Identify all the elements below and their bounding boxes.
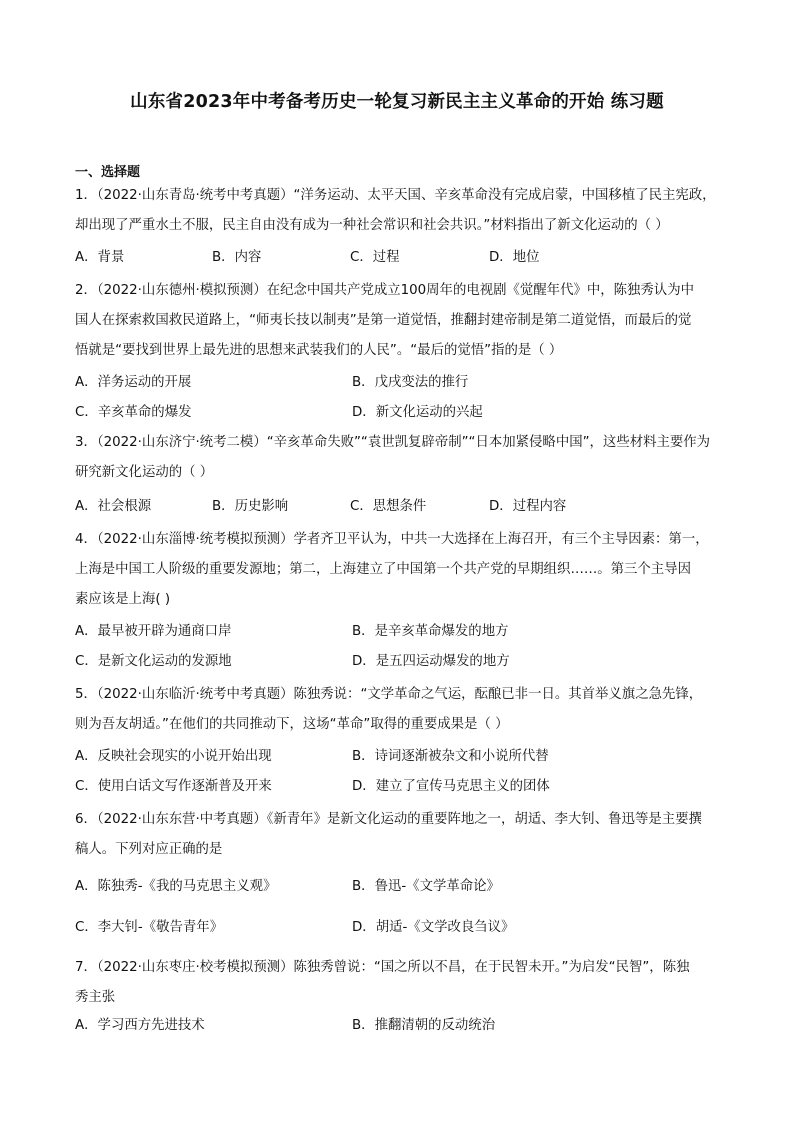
question-1-stem xyxy=(75,181,723,241)
question-line: 5．（2022·山东临沂·统考中考真题）陈独秀说：“文学革命之气运，酝酿已非一日。其首举义旗之急先锋， xyxy=(75,687,703,702)
question-line: 研究新文化运动的（ ） xyxy=(75,465,214,480)
option-a[interactable]: A．洋务运动的开展 xyxy=(75,375,192,390)
question-7-stem xyxy=(75,953,723,1013)
question-6-stem xyxy=(75,805,723,865)
option-c[interactable]: C．思想条件 xyxy=(350,499,427,514)
option-a[interactable]: A．反映社会现实的小说开始出现 xyxy=(75,749,272,764)
option-a[interactable]: A．最早被开辟为通商口岸 xyxy=(75,624,232,639)
option-a[interactable]: A．背景 xyxy=(75,250,125,265)
option-d[interactable]: D．新文化运动的兴起 xyxy=(352,405,483,420)
question-line: 素应该是上海( ) xyxy=(75,592,171,607)
option-c[interactable]: C．使用白话文写作逐渐普及开来 xyxy=(75,779,272,794)
question-line: 7．（2022·山东枣庄·校考模拟预测）陈独秀曾说：“国之所以不昌，在于民智未开。”为启发“民智”，陈独 xyxy=(75,960,690,975)
question-line: 3．（2022·山东济宁·统考二模）“辛亥革命失败”“袁世凯复辟帝制”“日本加紧侵略中国”，这些材料主要作为 xyxy=(75,435,711,450)
question-line: 却出现了严重水土不服，民主自由没有成为一种社会常识和社会共识。”材料指出了新文化运动的（ ） xyxy=(75,218,669,233)
option-c[interactable]: C．过程 xyxy=(350,250,400,265)
option-b[interactable]: B．是辛亥革命爆发的地方 xyxy=(352,624,509,639)
option-d[interactable]: D．地位 xyxy=(489,250,540,265)
question-line: 上海是中国工人阶级的重要发源地；第二，上海建立了中国第一个共产党的早期组织……。第三个主导因 xyxy=(75,562,691,577)
question-line: 4．（2022·山东淄博·统考模拟预测）学者齐卫平认为，中共一大选择在上海召开，有三个主导因素：第一， xyxy=(75,532,709,547)
question-line: 则为吾友胡适。”在他们的共同推动下，这场“革命”取得的重要成果是（ ） xyxy=(75,717,509,732)
question-3-stem xyxy=(75,428,723,488)
page-title: 山东省2023年中考备考历史一轮复习新民主主义革命的开始 练习题 xyxy=(130,92,664,112)
option-b[interactable]: B．诗词逐渐被杂文和小说所代替 xyxy=(352,749,549,764)
option-a[interactable]: A．社会根源 xyxy=(75,499,152,514)
option-d[interactable]: D．建立了宣传马克思主义的团体 xyxy=(352,779,550,794)
option-b[interactable]: B．内容 xyxy=(212,250,262,265)
option-d[interactable]: D．胡适-《文学改良刍议》 xyxy=(352,920,515,935)
option-d[interactable]: D．过程内容 xyxy=(489,499,567,514)
question-line: 2．（2022·山东德州·模拟预测）在纪念中国共产党成立100周年的电视剧《觉醒年代》中，陈独秀认为中 xyxy=(75,283,694,298)
option-a[interactable]: A．学习西方先进技术 xyxy=(75,1018,205,1033)
question-line: 国人在探索救国救民道路上，“师夷长技以制夷”是第一道觉悟，推翻封建帝制是第二道觉悟，而最后的觉 xyxy=(75,313,692,328)
question-line: 稿人。下列对应正确的是 xyxy=(75,842,223,857)
option-b[interactable]: B．推翻清朝的反动统治 xyxy=(352,1018,496,1033)
option-a[interactable]: A．陈独秀-《我的马克思主义观》 xyxy=(75,879,277,894)
question-line: 1．（2022·山东青岛·统考中考真题）“洋务运动、太平天国、辛亥革命没有完成启蒙，中国移植了民主宪政， xyxy=(75,188,716,203)
question-2-stem xyxy=(75,276,723,366)
question-4-stem xyxy=(75,525,723,615)
question-line: 秀主张 xyxy=(75,990,116,1005)
option-b[interactable]: B．历史影响 xyxy=(212,499,289,514)
option-b[interactable]: B．戊戌变法的推行 xyxy=(352,375,469,390)
option-c[interactable]: C．辛亥革命的爆发 xyxy=(75,405,192,420)
question-5-stem xyxy=(75,680,723,740)
option-c[interactable]: C．李大钊-《敬告青年》 xyxy=(75,920,224,935)
option-c[interactable]: C．是新文化运动的发源地 xyxy=(75,654,232,669)
option-b[interactable]: B．鲁迅-《文学革命论》 xyxy=(352,879,500,894)
question-line: 悟就是“要找到世界上最先进的思想来武装我们的人民”。“最后的觉悟”指的是（ ） xyxy=(75,343,563,358)
section-heading: 一、选择题 xyxy=(75,165,141,180)
option-d[interactable]: D．是五四运动爆发的地方 xyxy=(352,654,510,669)
question-line: 6．（2022·山东东营·中考真题）《新青年》是新文化运动的重要阵地之一，胡适、李大钊、鲁迅等是主要撰 xyxy=(75,812,702,827)
